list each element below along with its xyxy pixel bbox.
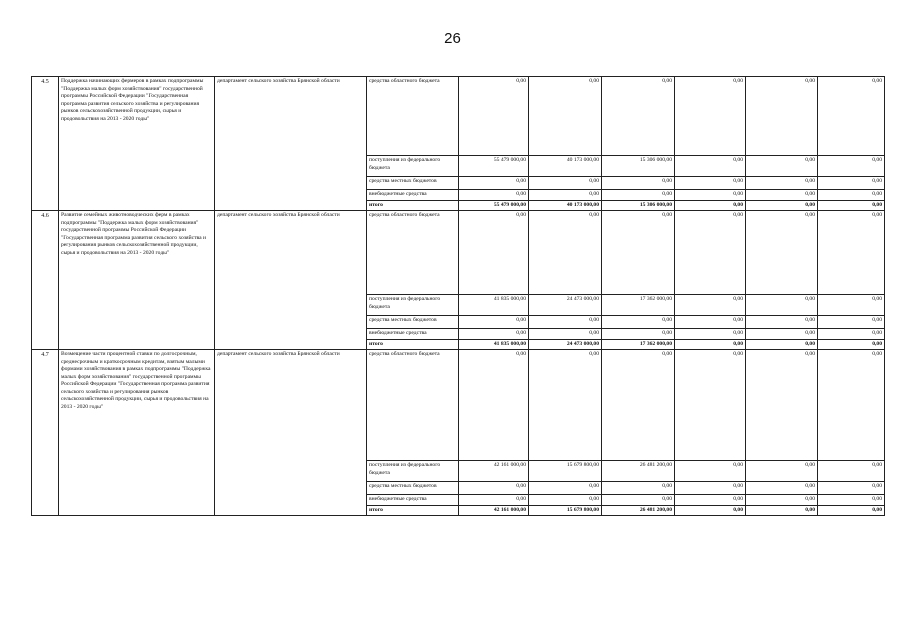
amount-cell: 40 173 000,00: [529, 200, 602, 211]
amount-cell: 0,00: [818, 200, 885, 211]
funding-source: итого: [367, 505, 459, 516]
amount-cell: 15 679 800,00: [529, 505, 602, 516]
amount-cell: 24 473 000,00: [529, 339, 602, 350]
budget-table: [31, 76, 885, 516]
amount-cell: 41 835 000,00: [459, 295, 529, 316]
amount-cell: 0,00: [529, 495, 602, 506]
amount-cell: 17 362 000,00: [602, 295, 675, 316]
amount-cell: 0,00: [602, 211, 675, 295]
funding-source: поступления из федерального бюджета: [367, 461, 459, 482]
amount-cell: 15 306 000,00: [602, 156, 675, 177]
table-row: [32, 211, 885, 295]
amount-cell: 0,00: [675, 190, 746, 201]
amount-cell: 0,00: [529, 350, 602, 461]
funding-source: средства областного бюджета: [367, 77, 459, 156]
amount-cell: 0,00: [818, 316, 885, 329]
amount-cell: 0,00: [529, 177, 602, 190]
table-row: [32, 77, 885, 156]
amount-cell: 0,00: [818, 339, 885, 350]
amount-cell: 0,00: [602, 329, 675, 340]
amount-cell: 0,00: [746, 156, 818, 177]
amount-cell: 0,00: [602, 77, 675, 156]
amount-cell: 0,00: [675, 295, 746, 316]
funding-source: средства местных бюджетов: [367, 482, 459, 495]
amount-cell: 0,00: [746, 177, 818, 190]
amount-cell: 42 161 000,00: [459, 461, 529, 482]
amount-cell: 55 479 000,00: [459, 156, 529, 177]
amount-cell: 0,00: [459, 77, 529, 156]
amount-cell: 0,00: [818, 190, 885, 201]
amount-cell: 0,00: [675, 77, 746, 156]
amount-cell: 0,00: [675, 495, 746, 506]
amount-cell: 0,00: [746, 505, 818, 516]
amount-cell: 0,00: [529, 190, 602, 201]
amount-cell: 0,00: [602, 350, 675, 461]
item-executor: департамент сельского хозяйства Брянской области: [215, 77, 367, 211]
amount-cell: 0,00: [818, 77, 885, 156]
amount-cell: 0,00: [746, 77, 818, 156]
funding-source: средства областного бюджета: [367, 350, 459, 461]
amount-cell: 0,00: [818, 211, 885, 295]
amount-cell: 0,00: [675, 156, 746, 177]
amount-cell: 0,00: [746, 495, 818, 506]
funding-source: внебюджетные средства: [367, 190, 459, 201]
amount-cell: 55 479 000,00: [459, 200, 529, 211]
amount-cell: 15 306 000,00: [602, 200, 675, 211]
amount-cell: 0,00: [675, 482, 746, 495]
amount-cell: 0,00: [529, 316, 602, 329]
amount-cell: 0,00: [818, 461, 885, 482]
amount-cell: 0,00: [818, 177, 885, 190]
item-executor: департамент сельского хозяйства Брянской области: [215, 211, 367, 350]
funding-source: поступления из федерального бюджета: [367, 156, 459, 177]
amount-cell: 0,00: [529, 329, 602, 340]
amount-cell: 0,00: [459, 177, 529, 190]
amount-cell: 0,00: [675, 329, 746, 340]
amount-cell: 0,00: [746, 329, 818, 340]
amount-cell: 0,00: [746, 350, 818, 461]
amount-cell: 0,00: [529, 482, 602, 495]
funding-source: средства областного бюджета: [367, 211, 459, 295]
item-title: Возмещение части процентной ставки по долгосрочным, среднесрочным и краткосрочным кредитам, взятым малыми формами хозяйствования в рамках подпрограммы "Поддержка малых форм хозяйствования" государственной программы Российской Федерации "Государственная программа развития сельского хозяйства и регулирования рынков сельскохозяйственной продукции, сырья и продовольствия на 2013 - 2020 годы": [59, 350, 215, 516]
funding-source: поступления из федерального бюджета: [367, 295, 459, 316]
table-row: [32, 350, 885, 461]
amount-cell: 0,00: [459, 350, 529, 461]
amount-cell: 0,00: [746, 461, 818, 482]
amount-cell: 0,00: [602, 482, 675, 495]
amount-cell: 0,00: [818, 350, 885, 461]
amount-cell: 17 362 000,00: [602, 339, 675, 350]
amount-cell: 0,00: [602, 495, 675, 506]
amount-cell: 0,00: [746, 211, 818, 295]
amount-cell: 0,00: [675, 461, 746, 482]
amount-cell: 0,00: [746, 190, 818, 201]
item-title: Развитие семейных животноводческих ферм в рамках подпрограммы "Поддержка малых форм хозяйствования" государственной программы Российской Федерации "Государственная программа развития сельского хозяйства и регулирования рынков сельскохозяйственной продукции, сырья и продовольствия на 2013 - 2020 годы": [59, 211, 215, 350]
amount-cell: 0,00: [459, 211, 529, 295]
amount-cell: 0,00: [746, 200, 818, 211]
funding-source: итого: [367, 339, 459, 350]
amount-cell: 0,00: [818, 295, 885, 316]
amount-cell: 0,00: [459, 495, 529, 506]
amount-cell: 0,00: [459, 482, 529, 495]
amount-cell: 0,00: [746, 295, 818, 316]
amount-cell: 0,00: [459, 316, 529, 329]
amount-cell: 0,00: [746, 316, 818, 329]
amount-cell: 41 835 000,00: [459, 339, 529, 350]
funding-source: итого: [367, 200, 459, 211]
item-number: 4.5: [32, 77, 59, 211]
amount-cell: 0,00: [818, 505, 885, 516]
amount-cell: 0,00: [529, 211, 602, 295]
item-number: 4.7: [32, 350, 59, 516]
amount-cell: 26 481 200,00: [602, 461, 675, 482]
item-title: Поддержка начинающих фермеров в рамках подпрограммы "Поддержка малых форм хозяйствования" государственной программы Российской Федерации "Государственная программа развития сельского хозяйства и регулирования рынков сельскохозяйственной продукции, сырья и продовольствия на 2013 - 2020 годы": [59, 77, 215, 211]
amount-cell: 0,00: [746, 482, 818, 495]
item-number: 4.6: [32, 211, 59, 350]
funding-source: средства местных бюджетов: [367, 316, 459, 329]
amount-cell: 0,00: [602, 190, 675, 201]
amount-cell: 0,00: [602, 177, 675, 190]
item-executor: департамент сельского хозяйства Брянской области: [215, 350, 367, 516]
amount-cell: 40 173 000,00: [529, 156, 602, 177]
funding-source: средства местных бюджетов: [367, 177, 459, 190]
amount-cell: 26 481 200,00: [602, 505, 675, 516]
amount-cell: 42 161 000,00: [459, 505, 529, 516]
amount-cell: 0,00: [746, 339, 818, 350]
amount-cell: 0,00: [675, 316, 746, 329]
amount-cell: 0,00: [818, 495, 885, 506]
amount-cell: 0,00: [675, 177, 746, 190]
amount-cell: 0,00: [818, 329, 885, 340]
amount-cell: 0,00: [675, 350, 746, 461]
amount-cell: 0,00: [529, 77, 602, 156]
amount-cell: 0,00: [602, 316, 675, 329]
amount-cell: 15 679 800,00: [529, 461, 602, 482]
amount-cell: 0,00: [675, 339, 746, 350]
page-number: 26: [444, 30, 461, 47]
amount-cell: 0,00: [818, 482, 885, 495]
funding-source: внебюджетные средства: [367, 329, 459, 340]
amount-cell: 0,00: [818, 156, 885, 177]
amount-cell: 0,00: [459, 329, 529, 340]
funding-source: внебюджетные средства: [367, 495, 459, 506]
amount-cell: 0,00: [675, 211, 746, 295]
amount-cell: 24 473 000,00: [529, 295, 602, 316]
amount-cell: 0,00: [675, 505, 746, 516]
amount-cell: 0,00: [675, 200, 746, 211]
amount-cell: 0,00: [459, 190, 529, 201]
